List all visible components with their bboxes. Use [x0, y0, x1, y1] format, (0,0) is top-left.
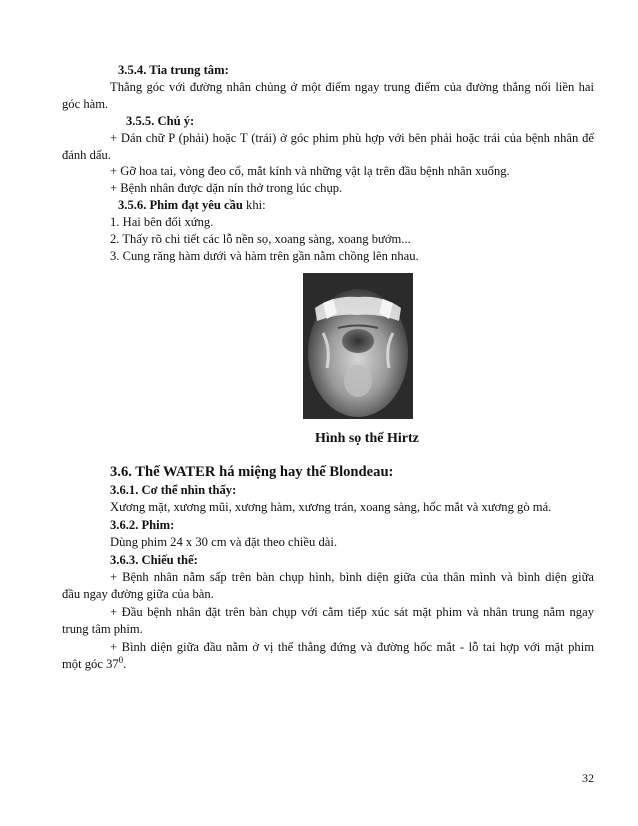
heading-3-5-6-bold: 3.5.6. Phim đạt yêu cầu: [118, 198, 243, 212]
skull-xray-illustration: [303, 273, 413, 419]
heading-3-6-1: 3.6.1. Cơ thể nhìn thấy:: [110, 483, 237, 497]
list-item: 2. Thấy rõ chi tiết các lỗ nền sọ, xoang sàng, xoang bướm...: [110, 232, 411, 246]
bullet-line: [62, 656, 126, 672]
figure-caption: Hình sọ thế Hirtz: [315, 431, 419, 446]
list-item: 1. Hai bên đối xứng.: [110, 215, 214, 229]
bullet-line: + Dán chữ P (phải) hoặc T (trái) ở góc phim phù hợp với bên phải hoặc trái của bệnh nhân để: [110, 131, 594, 145]
bullet-line: đánh dấu.: [62, 148, 111, 162]
degree-superscript: 0: [118, 654, 124, 665]
bullet-line: trung tâm phim.: [62, 622, 143, 636]
angle-text: một góc 37: [62, 657, 119, 671]
heading-3-6-3: 3.6.3. Chiếu thế:: [110, 553, 198, 567]
bullet-line: + Gỡ hoa tai, vòng đeo cổ, mắt kính và những vật lạ trên đầu bệnh nhân xuống.: [110, 164, 510, 178]
paragraph-line: góc hàm.: [62, 97, 109, 111]
bullet-line: + Đầu bệnh nhân đặt trên bàn chụp với cằm tiếp xúc sát mặt phim và nhân trung nằm ngay: [110, 605, 594, 619]
heading-3-5-5: 3.5.5. Chú ý:: [126, 114, 195, 128]
angle-suffix: .: [123, 657, 127, 671]
bullet-line: + Bình diện giữa đầu nằm ở vị thế thẳng đứng và đường hốc mắt - lỗ tai hợp với mặt phim: [110, 640, 594, 654]
heading-3-5-6: [118, 197, 266, 213]
list-item: 3. Cung răng hàm dưới và hàm trên gần nằm chồng lên nhau.: [110, 249, 419, 263]
bullet-line: + Bệnh nhân được dặn nín thở trong lúc chụp.: [110, 181, 343, 195]
paragraph-line: Dùng phim 24 x 30 cm và đặt theo chiều dài.: [110, 535, 337, 549]
heading-3-6: 3.6. Thế WATER há miệng hay thế Blondeau:: [110, 464, 394, 480]
page-number: 32: [582, 771, 594, 785]
heading-3-5-6-suffix: khi:: [242, 198, 266, 212]
heading-3-5-4: 3.5.4. Tia trung tâm:: [118, 63, 229, 77]
paragraph-line: Thẳng góc với đường nhân chủng ở một điểm ngay trung điểm của đường thẳng nối liền hai: [110, 80, 594, 94]
skull-xray-image: [303, 273, 413, 419]
heading-3-6-2: 3.6.2. Phim:: [110, 518, 175, 532]
bullet-line: đầu ngay đường giữa của bàn.: [62, 587, 214, 601]
bullet-line: + Bệnh nhân nằm sấp trên bàn chụp hình, bình diện giữa của thân mình và bình diện giữa: [110, 570, 594, 584]
paragraph-line: Xương mặt, xương mũi, xương hàm, xương trán, xoang sàng, hốc mắt và xương gò má.: [110, 500, 552, 514]
